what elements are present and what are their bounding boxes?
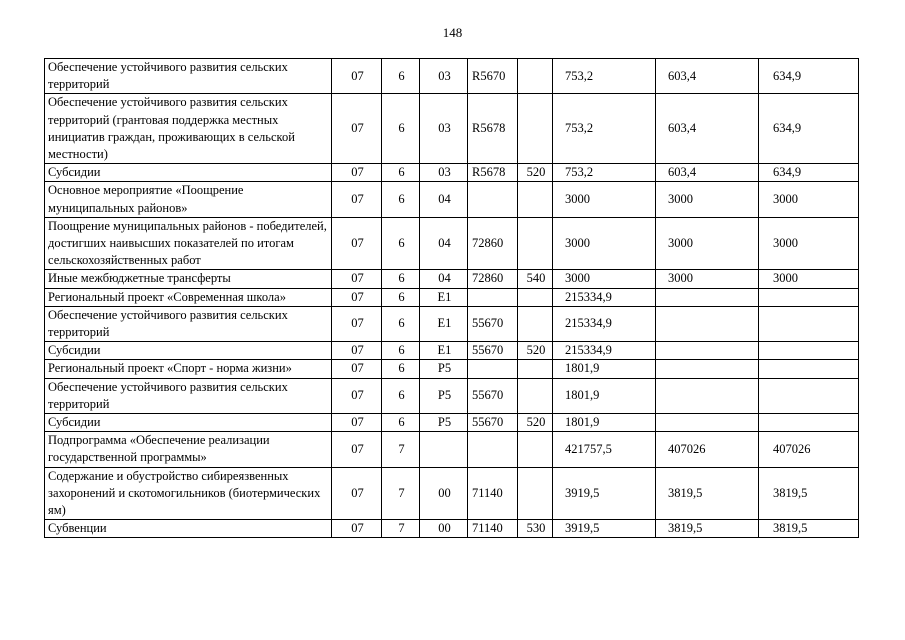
subsection-code-cell: 6 xyxy=(382,270,420,288)
program-code-cell: 04 xyxy=(420,270,468,288)
amount-year3-cell xyxy=(759,306,859,341)
table-row xyxy=(45,432,859,467)
target-article-cell: 71140 xyxy=(468,520,518,538)
amount-year2-cell xyxy=(656,306,759,341)
amount-year2-cell: 3000 xyxy=(656,182,759,217)
target-article-cell: 71140 xyxy=(468,467,518,520)
target-article-cell: 55670 xyxy=(468,414,518,432)
subsection-code-cell: 6 xyxy=(382,360,420,378)
program-code-cell: E1 xyxy=(420,342,468,360)
amount-year2-cell xyxy=(656,378,759,413)
amount-year1-cell: 3000 xyxy=(553,270,656,288)
section-code-cell: 07 xyxy=(332,467,382,520)
amount-year3-cell: 634,9 xyxy=(759,59,859,94)
amount-year2-cell: 603,4 xyxy=(656,164,759,182)
table-row xyxy=(45,182,859,217)
program-code-cell: 00 xyxy=(420,467,468,520)
expense-type-cell xyxy=(518,467,553,520)
row-name-cell: Поощрение муниципальных районов - победителей, достигших наивысших показателей по итогам сельскохозяйственных работ xyxy=(45,217,332,270)
amount-year2-cell xyxy=(656,288,759,306)
row-name-cell: Иные межбюджетные трансферты xyxy=(45,270,332,288)
page-number: 148 xyxy=(442,25,463,40)
subsection-code-cell: 7 xyxy=(382,520,420,538)
table-row xyxy=(45,94,859,164)
section-code-cell: 07 xyxy=(332,378,382,413)
subsection-code-cell: 6 xyxy=(382,414,420,432)
row-name-cell: Обеспечение устойчивого развития сельских территорий (грантовая поддержка местных инициатив граждан, проживающих в сельской местности) xyxy=(45,94,332,164)
subsection-code-cell: 7 xyxy=(382,467,420,520)
program-code-cell xyxy=(420,432,468,467)
expense-type-cell: 530 xyxy=(518,520,553,538)
program-code-cell: 04 xyxy=(420,182,468,217)
row-name-cell: Обеспечение устойчивого развития сельских территорий xyxy=(45,378,332,413)
target-article-cell: 55670 xyxy=(468,342,518,360)
table-row xyxy=(45,288,859,306)
subsection-code-cell: 6 xyxy=(382,94,420,164)
target-article-cell: 72860 xyxy=(468,270,518,288)
table-row xyxy=(45,360,859,378)
program-code-cell: P5 xyxy=(420,378,468,413)
target-article-cell xyxy=(468,360,518,378)
expense-type-cell: 540 xyxy=(518,270,553,288)
section-code-cell: 07 xyxy=(332,164,382,182)
amount-year1-cell: 3000 xyxy=(553,217,656,270)
target-article-cell: R5670 xyxy=(468,59,518,94)
subsection-code-cell: 6 xyxy=(382,164,420,182)
amount-year1-cell: 215334,9 xyxy=(553,288,656,306)
expense-type-cell xyxy=(518,360,553,378)
amount-year1-cell: 753,2 xyxy=(553,164,656,182)
expense-type-cell xyxy=(518,94,553,164)
row-name-cell: Региональный проект «Спорт - норма жизни» xyxy=(45,360,332,378)
amount-year1-cell: 753,2 xyxy=(553,94,656,164)
subsection-code-cell: 6 xyxy=(382,306,420,341)
expense-type-cell: 520 xyxy=(518,164,553,182)
row-name-cell: Субсидии xyxy=(45,342,332,360)
subsection-code-cell: 7 xyxy=(382,432,420,467)
amount-year2-cell xyxy=(656,342,759,360)
amount-year2-cell: 3819,5 xyxy=(656,520,759,538)
amount-year1-cell: 1801,9 xyxy=(553,414,656,432)
target-article-cell xyxy=(468,288,518,306)
amount-year3-cell: 634,9 xyxy=(759,164,859,182)
section-code-cell: 07 xyxy=(332,94,382,164)
amount-year3-cell: 3819,5 xyxy=(759,520,859,538)
program-code-cell: 03 xyxy=(420,59,468,94)
expense-type-cell xyxy=(518,288,553,306)
expense-type-cell xyxy=(518,306,553,341)
table-row xyxy=(45,164,859,182)
row-name-cell: Подпрограмма «Обеспечение реализации государственной программы» xyxy=(45,432,332,467)
subsection-code-cell: 6 xyxy=(382,378,420,413)
amount-year3-cell: 3819,5 xyxy=(759,467,859,520)
amount-year2-cell: 603,4 xyxy=(656,94,759,164)
row-name-cell: Обеспечение устойчивого развития сельских территорий xyxy=(45,59,332,94)
program-code-cell: 03 xyxy=(420,164,468,182)
table-body xyxy=(45,59,859,538)
amount-year1-cell: 215334,9 xyxy=(553,342,656,360)
amount-year3-cell xyxy=(759,288,859,306)
amount-year3-cell xyxy=(759,378,859,413)
expense-type-cell xyxy=(518,182,553,217)
subsection-code-cell: 6 xyxy=(382,217,420,270)
subsection-code-cell: 6 xyxy=(382,342,420,360)
amount-year1-cell: 753,2 xyxy=(553,59,656,94)
table-row xyxy=(45,467,859,520)
expense-type-cell xyxy=(518,217,553,270)
target-article-cell xyxy=(468,182,518,217)
expense-type-cell xyxy=(518,432,553,467)
amount-year2-cell: 3000 xyxy=(656,217,759,270)
amount-year1-cell: 3919,5 xyxy=(553,467,656,520)
target-article-cell xyxy=(468,432,518,467)
amount-year3-cell: 3000 xyxy=(759,182,859,217)
amount-year2-cell: 3000 xyxy=(656,270,759,288)
amount-year3-cell xyxy=(759,360,859,378)
target-article-cell: R5678 xyxy=(468,94,518,164)
subsection-code-cell: 6 xyxy=(382,288,420,306)
expense-type-cell: 520 xyxy=(518,414,553,432)
amount-year2-cell xyxy=(656,414,759,432)
program-code-cell: E1 xyxy=(420,306,468,341)
table-row xyxy=(45,520,859,538)
amount-year1-cell: 215334,9 xyxy=(553,306,656,341)
table-row xyxy=(45,270,859,288)
section-code-cell: 07 xyxy=(332,59,382,94)
subsection-code-cell: 6 xyxy=(382,59,420,94)
program-code-cell: 04 xyxy=(420,217,468,270)
section-code-cell: 07 xyxy=(332,360,382,378)
program-code-cell: 03 xyxy=(420,94,468,164)
amount-year2-cell: 407026 xyxy=(656,432,759,467)
amount-year2-cell xyxy=(656,360,759,378)
budget-table xyxy=(44,58,859,538)
program-code-cell: 00 xyxy=(420,520,468,538)
amount-year1-cell: 421757,5 xyxy=(553,432,656,467)
section-code-cell: 07 xyxy=(332,342,382,360)
section-code-cell: 07 xyxy=(332,414,382,432)
amount-year1-cell: 1801,9 xyxy=(553,360,656,378)
target-article-cell: R5678 xyxy=(468,164,518,182)
amount-year2-cell: 603,4 xyxy=(656,59,759,94)
program-code-cell: E1 xyxy=(420,288,468,306)
table-row xyxy=(45,378,859,413)
amount-year1-cell: 3919,5 xyxy=(553,520,656,538)
row-name-cell: Содержание и обустройство сибиреязвенных захоронений и скотомогильников (биотермических ям) xyxy=(45,467,332,520)
amount-year3-cell: 3000 xyxy=(759,270,859,288)
subsection-code-cell: 6 xyxy=(382,182,420,217)
amount-year3-cell: 407026 xyxy=(759,432,859,467)
amount-year3-cell: 3000 xyxy=(759,217,859,270)
section-code-cell: 07 xyxy=(332,270,382,288)
row-name-cell: Субсидии xyxy=(45,414,332,432)
expense-type-cell: 520 xyxy=(518,342,553,360)
amount-year3-cell xyxy=(759,414,859,432)
program-code-cell: P5 xyxy=(420,360,468,378)
section-code-cell: 07 xyxy=(332,306,382,341)
section-code-cell: 07 xyxy=(332,520,382,538)
target-article-cell: 55670 xyxy=(468,306,518,341)
amount-year1-cell: 1801,9 xyxy=(553,378,656,413)
table-row xyxy=(45,342,859,360)
amount-year1-cell: 3000 xyxy=(553,182,656,217)
table-row xyxy=(45,306,859,341)
target-article-cell: 72860 xyxy=(468,217,518,270)
expense-type-cell xyxy=(518,59,553,94)
section-code-cell: 07 xyxy=(332,288,382,306)
table-row xyxy=(45,59,859,94)
amount-year2-cell: 3819,5 xyxy=(656,467,759,520)
row-name-cell: Основное мероприятие «Поощрение муниципальных районов» xyxy=(45,182,332,217)
table-row xyxy=(45,414,859,432)
amount-year3-cell: 634,9 xyxy=(759,94,859,164)
row-name-cell: Обеспечение устойчивого развития сельских территорий xyxy=(45,306,332,341)
target-article-cell: 55670 xyxy=(468,378,518,413)
amount-year3-cell xyxy=(759,342,859,360)
row-name-cell: Субсидии xyxy=(45,164,332,182)
row-name-cell: Субвенции xyxy=(45,520,332,538)
table-row xyxy=(45,217,859,270)
section-code-cell: 07 xyxy=(332,432,382,467)
program-code-cell: P5 xyxy=(420,414,468,432)
expense-type-cell xyxy=(518,378,553,413)
section-code-cell: 07 xyxy=(332,217,382,270)
section-code-cell: 07 xyxy=(332,182,382,217)
row-name-cell: Региональный проект «Современная школа» xyxy=(45,288,332,306)
